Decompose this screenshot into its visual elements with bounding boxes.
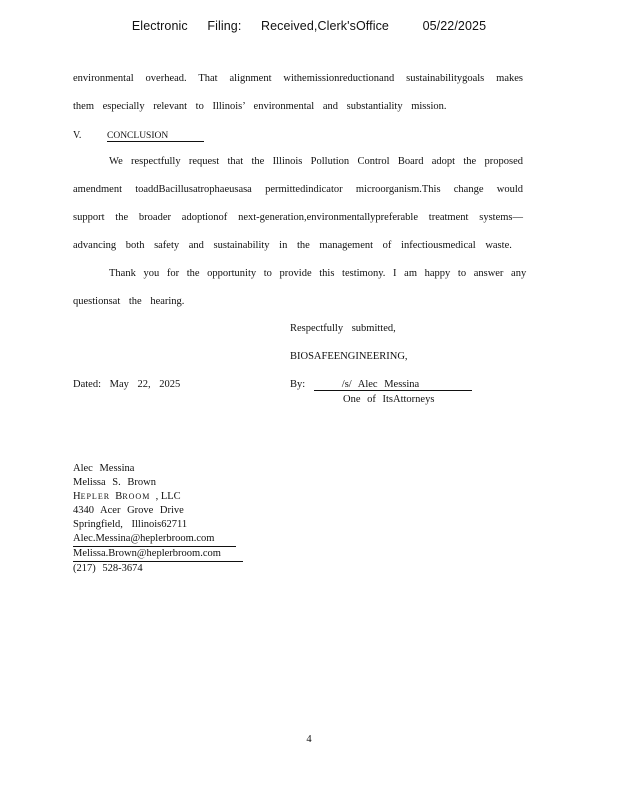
contact-phone: (217) 528-3674	[73, 563, 143, 574]
para1-line-4: advancing both safety and sustainability in the management of infectiousmedical waste.	[73, 240, 512, 251]
firm-epler: EPLER	[80, 492, 111, 501]
firm-b: B	[115, 491, 123, 502]
signature-role: One of ItsAttorneys	[343, 394, 435, 405]
firm-h: H	[73, 491, 81, 502]
para1-line-1: We respectfully request that the Illinois Pollution Control Board adopt the proposed	[109, 156, 523, 167]
signature-dated: Dated: May 22, 2025	[73, 379, 181, 390]
para1-line-2: amendment toaddBacillusatrophaeusasa permittedindicator microorganism.This change would	[73, 184, 523, 195]
page-number: 4	[306, 734, 312, 745]
header-received: Received,Clerk'sOffice	[260, 19, 389, 33]
section-title: CONCLUSION	[107, 131, 204, 142]
para1-line-3: support the broader adoptionof next-generation,environmentallypreferable treatment systems—	[73, 212, 523, 223]
header-date: 05/22/2025	[422, 19, 487, 33]
by-label: By:	[290, 379, 306, 390]
section-number: V.	[73, 130, 82, 141]
body-line-1: environmental overhead. That alignment withemissionreductionand sustainabilitygoals makes	[73, 73, 523, 84]
header-electronic: Electronic	[131, 19, 188, 33]
contact-street: 4340 Acer Grove Drive	[73, 505, 184, 516]
email-link-2[interactable]: Melissa.Brown@heplerbroom.com	[73, 547, 243, 562]
para2-line-1: Thank you for the opportunity to provide this testimony. I am happy to answer any	[109, 268, 527, 279]
signature-by	[290, 379, 472, 391]
firm-llc: , LLC	[155, 491, 181, 502]
signature-closing: Respectfully submitted,	[290, 323, 396, 334]
firm-room: ROOM	[122, 492, 151, 501]
email-link-1[interactable]: Alec.Messina@heplerbroom.com	[73, 532, 236, 547]
contact-name-1: Alec Messina	[73, 463, 135, 474]
contact-city: Springfield, Illinois62711	[73, 519, 188, 530]
contact-name-2: Melissa S. Brown	[73, 477, 156, 488]
header-filing: Filing:	[207, 19, 242, 33]
para2-line-2: questionsat the hearing.	[73, 296, 185, 307]
filing-header	[0, 19, 618, 33]
firm-name	[73, 490, 243, 504]
section-heading	[73, 130, 204, 141]
signature-line: /s/ Alec Messina	[314, 379, 472, 391]
body-line-2: them especially relevant to Illinois’ environmental and substantiality mission.	[73, 101, 447, 112]
contact-block	[73, 462, 243, 576]
signature-company: BIOSAFEENGINEERING,	[290, 351, 408, 362]
